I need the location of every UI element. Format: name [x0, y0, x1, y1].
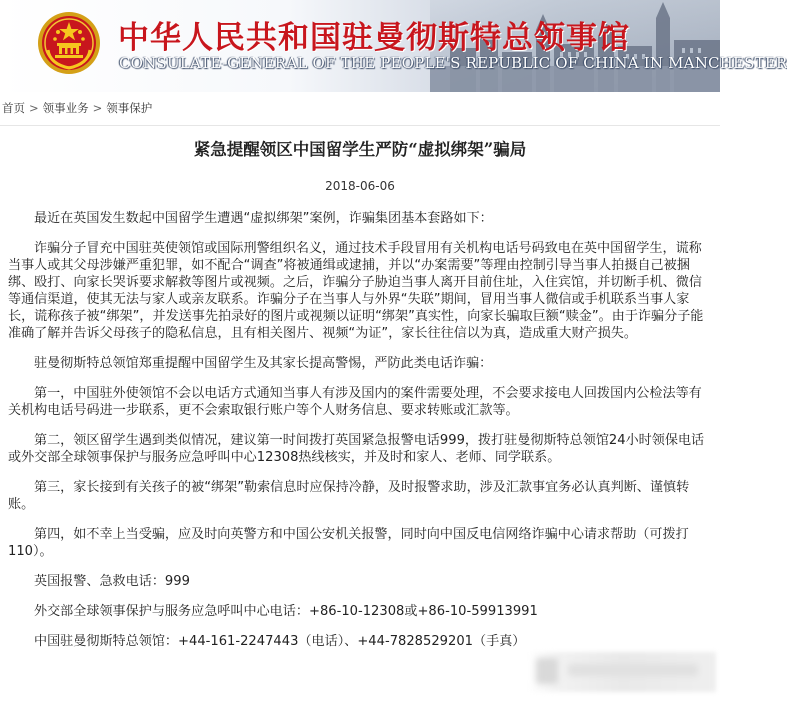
article-title: 紧急提醒领区中国留学生严防“虚拟绑架”骗局	[193, 140, 527, 159]
article-body	[8, 210, 714, 663]
article-paragraph-scam-method: 诈骗分子冒充中国驻英使领馆或国际刑警组织名义，通过技术手段冒用有关机构电话号码致电在英中国留学生，谎称当事人或其父母涉嫌严重犯罪，如不配合“调查”将被通缉或逮捕，并以“办案需要”等理由控制引导当事人拍摄自己被捆绑、殴打、向家长哭诉要求解救等图片或视频。之后，诈骗分子胁迫当事人离开目前住址，入住宾馆，并切断手机、微信等通信渠道，使其无法与家人或亲友联系。诈骗分子在当事人与外界“失联”期间，冒用当事人微信或手机联系当事人家长，谎称孩子被“绑架”，并发送事先拍录好的图片或视频以证明“绑架”真实性，向家长骗取巨额“赎金”。由于诈骗分子能准确了解并告诉父母孩子的隐私信息，且有相关图片、视频“为证”，家长往往信以为真，造成重大财产损失。	[8, 241, 704, 341]
consulate-title: 中华人民共和国驻曼彻斯特总领事馆	[118, 20, 630, 56]
national-emblem-icon	[36, 10, 102, 76]
article-paragraph-intro: 最近在英国发生数起中国留学生遭遇“虚拟绑架”案例，诈骗集团基本套路如下：	[34, 211, 493, 226]
contact-global-hotline: 外交部全球领事保护与服务应急呼叫中心电话：+86-10-12308或+86-10-59913991	[34, 604, 538, 619]
article-paragraph-third: 第三，家长接到有关孩子的被“绑架”勒索信息时应保持冷静，及时报警求助，涉及汇款事宜务必认真判断、谨慎转账。	[8, 480, 690, 512]
contact-consulate-phone: 中国驻曼彻斯特总领馆：+44-161-2247443（电话）、+44-7828529201（手真）	[34, 634, 526, 649]
blurred-watermark	[528, 652, 716, 692]
breadcrumb-consular-affairs-link[interactable]: 领事业务	[42, 101, 89, 115]
article-paragraph-warning: 驻曼彻斯特总领馆郑重提醒中国留学生及其家长提高警惕，严防此类电话诈骗：	[34, 356, 493, 371]
breadcrumb-separator: >	[29, 101, 39, 115]
contact-uk-emergency: 英国报警、急救电话：999	[34, 574, 190, 589]
breadcrumb-home-link[interactable]: 首页	[2, 101, 25, 115]
site-banner	[0, 0, 787, 92]
article-paragraph-first: 第一，中国驻外使领馆不会以电话方式通知当事人有涉及国内的案件需要处理，不会要求接电人回拨国内公检法等有关机构电话号码进一步联系，更不会索取银行账户等个人财务信息、要求转账或汇款等。	[8, 386, 702, 418]
breadcrumb-separator: >	[92, 101, 103, 115]
breadcrumb-divider	[0, 125, 720, 126]
breadcrumb-consular-protection-link[interactable]: 领事保护	[106, 101, 153, 115]
breadcrumb	[0, 100, 720, 122]
article-paragraph-second: 第二，领区留学生遇到类似情况，建议第一时间拨打英国紧急报警电话999，拨打驻曼彻斯特总领馆24小时领保电话或外交部全球领事保护与服务应急呼叫中心12308热线核实，并及时和家人、老师、同学联系。	[8, 433, 705, 465]
article-paragraph-fourth: 第四，如不幸上当受骗，应及时向英警方和中国公安机关报警，同时向中国反电信网络诈骗中心请求帮助（可拨打110）。	[8, 527, 689, 559]
article-date: 2018-06-06	[325, 179, 395, 193]
consulate-subtitle: CONSULATE-GENERAL OF THE PEOPLE'S REPUBLIC OF CHINA IN MANCHESTER	[119, 54, 787, 72]
